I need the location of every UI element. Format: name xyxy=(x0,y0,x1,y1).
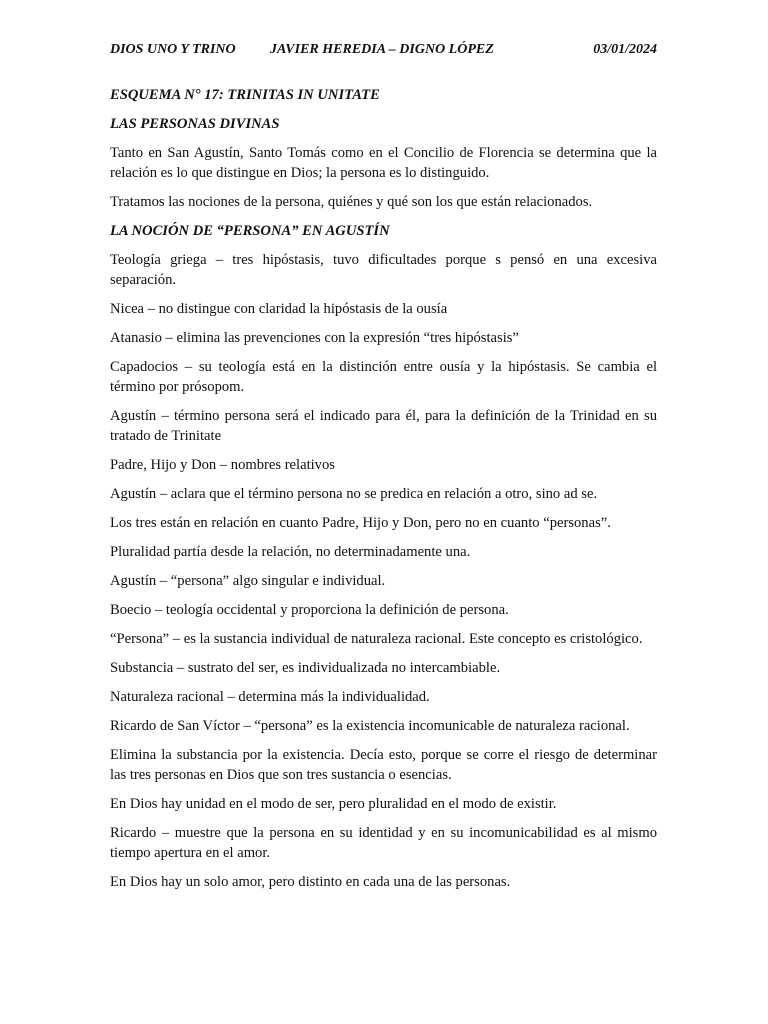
paragraph: Substancia – sustrato del ser, es individualizada no intercambiable. xyxy=(110,660,501,676)
paragraph: Capadocios – su teología está en la distinción entre ousía y la hipóstasis. Se cambia el término por prósopom. xyxy=(110,359,657,395)
paragraph: En Dios hay un solo amor, pero distinto en cada una de las personas. xyxy=(110,874,511,890)
section-heading: ESQUEMA N° 17: TRINITAS IN UNITATE xyxy=(110,87,380,103)
paragraph: Teología griega – tres hipóstasis, tuvo dificultades porque s pensó en una excesiva separación. xyxy=(110,252,657,288)
header-date: 03/01/2024 xyxy=(593,42,657,57)
paragraph: Nicea – no distingue con claridad la hipóstasis de la ousía xyxy=(110,301,448,317)
section-heading: LAS PERSONAS DIVINAS xyxy=(110,116,280,132)
paragraph: Agustín – “persona” algo singular e individual. xyxy=(110,573,386,589)
paragraph: Tanto en San Agustín, Santo Tomás como en el Concilio de Florencia se determina que la relación es lo que distingue en Dios; la persona es lo distinguido. xyxy=(110,145,657,181)
header-course-title: DIOS UNO Y TRINO xyxy=(110,42,236,57)
paragraph: Tratamos las nociones de la persona, quiénes y qué son los que están relacionados. xyxy=(110,194,593,210)
header-authors: JAVIER HEREDIA – DIGNO LÓPEZ xyxy=(270,42,494,57)
paragraph: “Persona” – es la sustancia individual de naturaleza racional. Este concepto es cristológico. xyxy=(110,631,643,647)
paragraph: Atanasio – elimina las prevenciones con la expresión “tres hipóstasis” xyxy=(110,330,519,346)
paragraph: Agustín – término persona será el indicado para él, para la definición de la Trinidad en su tratado de Trinitate xyxy=(110,408,657,444)
paragraph: Boecio – teología occidental y proporciona la definición de persona. xyxy=(110,602,509,618)
page-header xyxy=(110,42,657,60)
paragraph: En Dios hay unidad en el modo de ser, pero pluralidad en el modo de existir. xyxy=(110,796,557,812)
paragraph: Ricardo – muestre que la persona en su identidad y en su incomunicabilidad es al mismo tiempo apertura en el amor. xyxy=(110,825,657,861)
section-heading: LA NOCIÓN DE “PERSONA” EN AGUSTÍN xyxy=(110,223,390,239)
paragraph: Naturaleza racional – determina más la individualidad. xyxy=(110,689,430,705)
paragraph: Los tres están en relación en cuanto Padre, Hijo y Don, pero no en cuanto “personas”. xyxy=(110,515,611,531)
paragraph: Agustín – aclara que el término persona no se predica en relación a otro, sino ad se. xyxy=(110,486,598,502)
document-body xyxy=(110,85,657,901)
paragraph: Ricardo de San Víctor – “persona” es la existencia incomunicable de naturaleza racional. xyxy=(110,718,630,734)
paragraph: Padre, Hijo y Don – nombres relativos xyxy=(110,457,335,473)
paragraph: Pluralidad partía desde la relación, no determinadamente una. xyxy=(110,544,471,560)
paragraph: Elimina la substancia por la existencia. Decía esto, porque se corre el riesgo de determinar las tres personas en Dios que son tres sustancia o esencias. xyxy=(110,747,657,783)
